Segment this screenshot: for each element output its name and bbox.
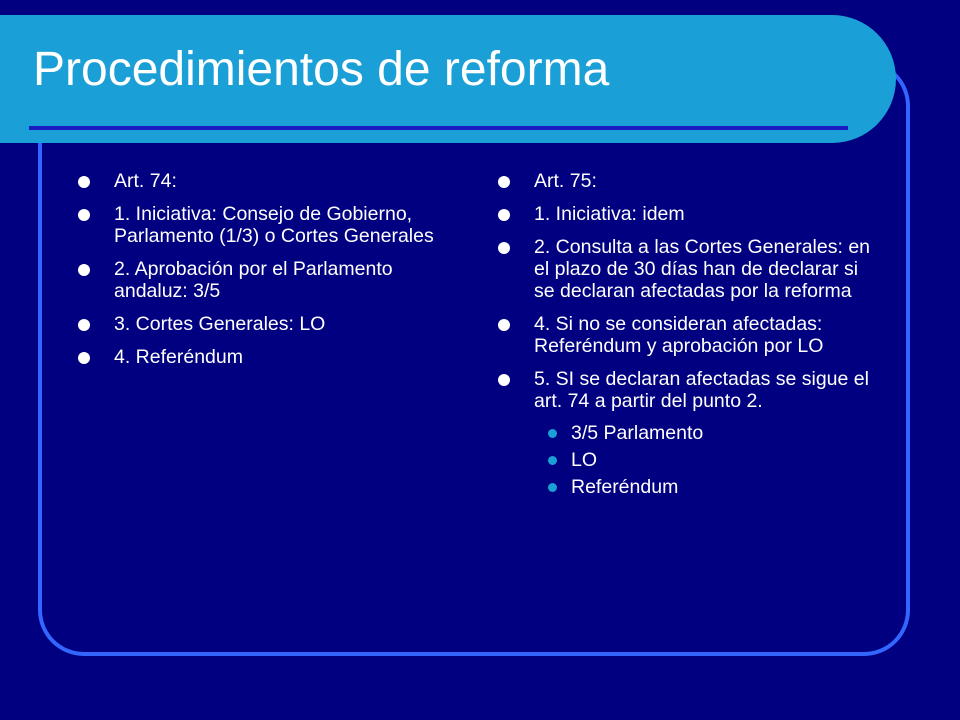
bullet-item	[498, 236, 870, 302]
bullet-item	[78, 313, 458, 335]
bullet-icon	[78, 176, 90, 188]
bullet-text: 2. Aprobación por el Parlamento andaluz: 3/5	[114, 258, 393, 302]
bullet-text: 3. Cortes Generales: LO	[114, 313, 326, 335]
bullet-text: 4. Si no se consideran afectadas: Referéndum y aprobación por LO	[534, 313, 824, 357]
sub-bullet-item	[534, 449, 870, 471]
bullet-icon	[78, 319, 90, 331]
bullet-item	[498, 313, 870, 357]
bullet-text: 2. Consulta a las Cortes Generales: en el plazo de 30 días han de declarar si se declaran afectadas por la reforma	[534, 236, 871, 302]
slide-title: Procedimientos de reforma	[33, 43, 610, 96]
bullet-icon	[78, 352, 90, 364]
bullet-icon	[498, 242, 510, 254]
bullet-item	[498, 170, 870, 192]
sub-bullet-item	[534, 422, 870, 444]
bullet-text: 5. SI se declaran afectadas se sigue el art. 74 a partir del punto 2.	[534, 368, 869, 412]
bullet-text: Art. 74:	[114, 170, 177, 192]
title-underline	[29, 126, 848, 130]
bullet-icon	[498, 176, 510, 188]
bullet-icon	[78, 209, 90, 221]
bullet-text: 1. Iniciativa: Consejo de Gobierno, Parlamento (1/3) o Cortes Generales	[114, 203, 434, 247]
bullet-text: Art. 75:	[534, 170, 597, 192]
sub-bullet-list	[498, 422, 870, 498]
bullet-text: 4. Referéndum	[114, 346, 243, 368]
sub-bullet-text: Referéndum	[571, 476, 679, 498]
sub-bullet-item	[534, 476, 870, 498]
bullet-item	[78, 258, 458, 302]
sub-bullet-text: 3/5 Parlamento	[571, 422, 704, 444]
bullet-icon	[498, 374, 510, 386]
bullet-item	[498, 203, 870, 225]
bullet-text: 1. Iniciativa: idem	[534, 203, 685, 225]
bullet-item	[498, 368, 870, 498]
bullet-icon	[498, 209, 510, 221]
right-bullet-list	[498, 170, 870, 509]
sub-bullet-icon	[548, 483, 557, 492]
sub-bullet-icon	[548, 429, 557, 438]
sub-bullet-text: LO	[571, 449, 598, 471]
left-bullet-list	[78, 170, 458, 379]
bullet-item	[78, 170, 458, 192]
bullet-item	[78, 203, 458, 247]
sub-bullet-icon	[548, 456, 557, 465]
bullet-icon	[498, 319, 510, 331]
bullet-item	[78, 346, 458, 368]
bullet-icon	[78, 264, 90, 276]
